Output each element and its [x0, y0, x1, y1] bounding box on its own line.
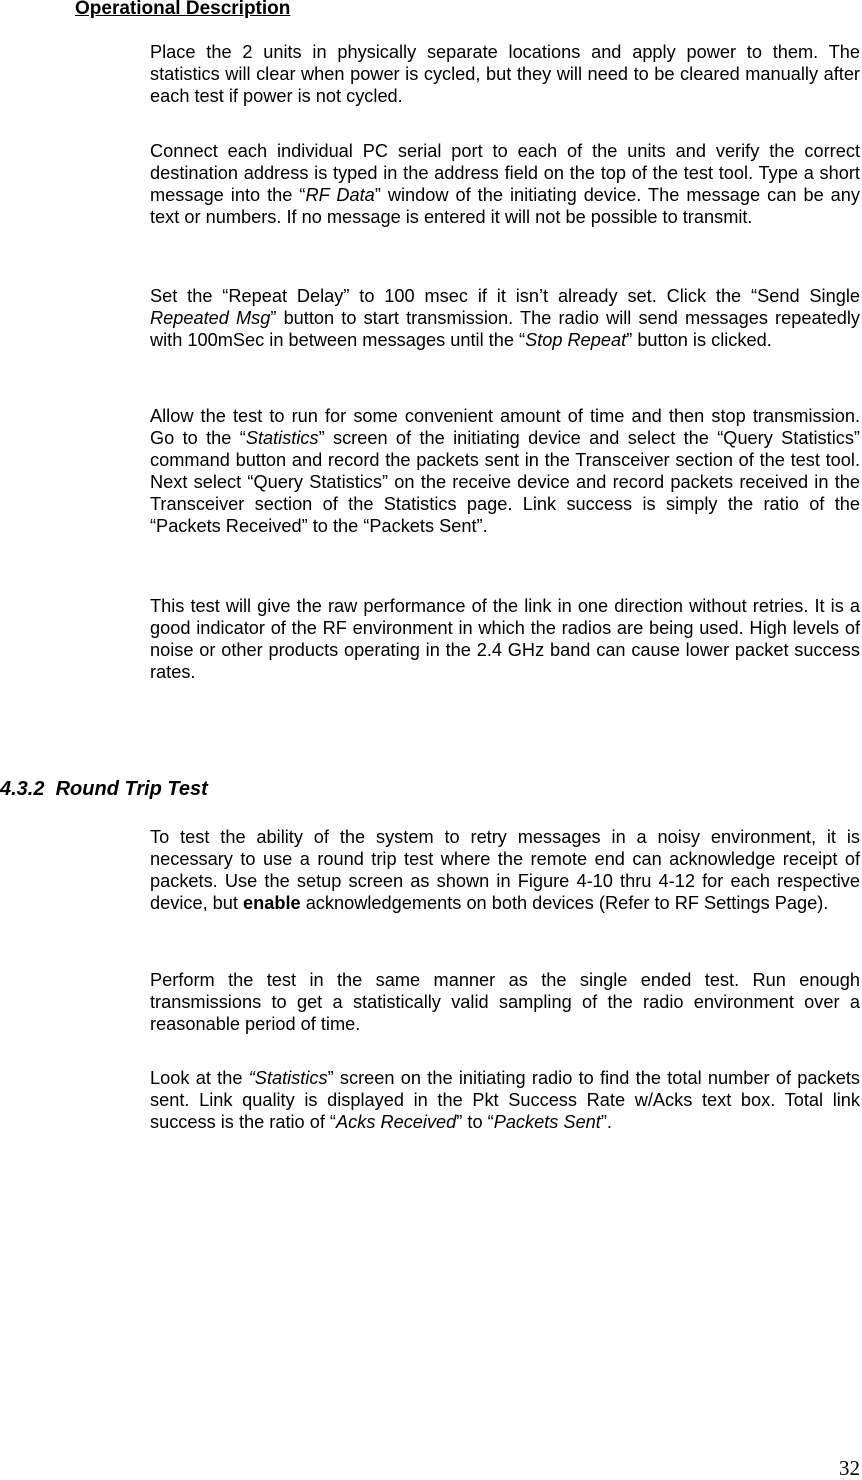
text-run: Look at the: [150, 1068, 249, 1088]
paragraph-repeat-delay: [150, 285, 860, 351]
text-run: acknowledgements on both devices (Refer to RF Settings Page).: [300, 893, 829, 913]
text-run: Allow the test to run for some convenient amount of time and then stop transmission. Go to the “: [150, 406, 860, 448]
text-run-italic: Acks Received: [336, 1112, 457, 1132]
text-run: ” screen on the initiating radio to find the total number of packets sent. Link quality is displayed in the Pkt Success Rate w/Acks text box. Total link success is the ratio of “: [150, 1068, 860, 1132]
paragraph-query-statistics: [150, 405, 860, 537]
text-run: Set the “Repeat Delay” to 100 msec if it isn’t already set. Click the “Send Single: [150, 286, 860, 306]
text-run: Connect each individual PC serial port to each of the units and verify the correct destination address is typed in the address field on the top of the test tool. Type a short message into the “: [150, 141, 860, 205]
page-number: 32: [839, 1456, 860, 1480]
text-run-bold: enable: [243, 893, 301, 913]
paragraph-raw-performance: This test will give the raw performance of the link in one direction without retries. It is a good indicator of the RF environment in which the radios are being used. High levels of noise or other products operating in the 2.4 GHz band can cause lower packet success rates.: [150, 596, 860, 682]
paragraph-power-units: Place the 2 units in physically separate locations and apply power to them. The statistics will clear when power is cycled, but they will need to be cleared manually after each test if power is not cycled.: [150, 42, 860, 106]
text-run-italic: Stop Repeat: [525, 330, 627, 350]
text-run-italic: Repeated Msg: [150, 308, 271, 328]
paragraph-connect-serial: [150, 140, 860, 228]
text-run: To test the ability of the system to retry messages in a noisy environment, it is necessary to use a round trip test where the remote end can acknowledge receipt of packets. Use the setup screen as shown in Figure 4-10 thru 4-12 for each respective device, but: [150, 827, 860, 913]
text-run: ”.: [600, 1112, 612, 1132]
text-run-italic: RF Data: [305, 185, 375, 205]
text-run: ” window of the initiating device. The message can be any text or numbers. If no message is entered it will not be possible to transmit.: [150, 185, 861, 227]
text-run-italic: Statistics: [245, 428, 319, 448]
section-heading-operational-description: Operational Description: [75, 0, 291, 19]
text-run: ” button to start transmission. The radio will send messages repeatedly with 100mSec in between messages until the “: [150, 308, 860, 350]
text-run: ” to “: [456, 1112, 494, 1132]
text-run-italic: “Statistics: [248, 1068, 328, 1088]
text-run-italic: Packets Sent: [493, 1112, 601, 1132]
paragraph-round-trip-intro: [150, 826, 860, 914]
text-run: ” screen of the initiating device and select the “Query Statistics” command button and record the packets sent in the Transceiver section of the test tool. Next select “Query Statistics” on the receive device and record packets received in the Transceiver section of the Statistics page. Link success is simply the ratio of the “Packets Received” to the “Packets Sent”.: [150, 428, 860, 536]
paragraph-perform-test: Perform the test in the same manner as the single ended test. Run enough transmissions to get a statistically valid sampling of the radio environment over a reasonable period of time.: [150, 970, 860, 1034]
text-run: ” button is clicked.: [626, 330, 772, 350]
paragraph-link-quality: [150, 1067, 860, 1133]
section-heading-round-trip-test: 4.3.2 Round Trip Test: [0, 778, 208, 800]
